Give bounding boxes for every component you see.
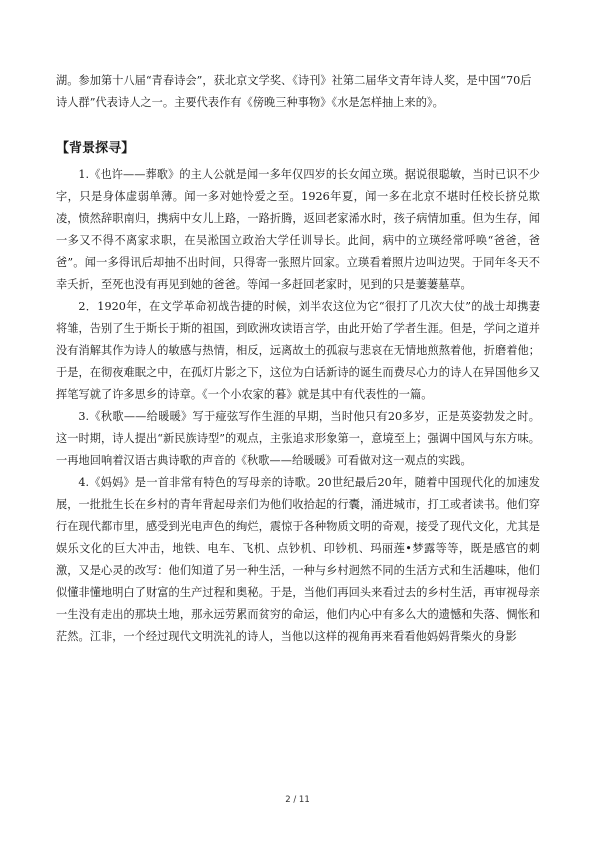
author-intro <box>56 70 540 114</box>
intro-paragraph: 湖。参加第十八届“青春诗会”，获北京文学奖、《诗刊》社第二届华文青年诗人奖，是中国“70后诗人群”代表诗人之一。主要代表作有《傍晚三种事物》《水是怎样抽上来的》。 <box>56 74 532 109</box>
page-number: 2 / 11 <box>285 795 310 805</box>
page-content <box>56 70 540 648</box>
background-paragraph-4: 4.《妈妈》是一首非常有特色的写母亲的诗歌。20世纪最后20年，随着中国现代化的加速发展，一批批生长在乡村的青年背起母亲们为他们收拾起的行囊，涌进城市，打工或者读书。他们穿行在现代都市里，感受到光电声色的绚烂，震惊于各种物质文明的奇观，接受了现代文化，尤其是娱乐文化的巨大冲击，地铁、电车、飞机、点钞机、印钞机、玛丽莲•梦露等等，既是感官的刺激，又是心灵的改写：他们知道了另一种生活，一种与乡村迥然不同的生活方式和生活趣味，他们似懂非懂地明白了财富的生产过程和奥秘。于是，当他们再回头来看过去的乡村生活，再审视母亲一生没有走出的那块土地，那永远劳累而贫穷的命运，他们内心中有多么大的遗憾和失落、惆怅和茫然。江非，一个经过现代文明洗礼的诗人，当他以这样的视角再来看看他妈妈背柴火的身影 <box>56 476 540 643</box>
background-paragraph-1: 1.《也许——葬歌》的主人公就是闻一多年仅四岁的长女闻立瑛。据说很聪敏，当时已识不少字，只是身体虚弱单薄。闻一多对她怜爱之至。1926年夏，闻一多在北京不堪时任校长挤兑欺凌，愤然辞职南归，携病中女儿上路，一路折腾，返回老家浠水时，孩子病情加重。但为生存，闻一多又不得不离家求职，在吴淞国立政治大学任训导长。此间，病中的立瑛经常呼唤“爸爸，爸爸”。闻一多得讯后却抽不出时间，只得寄一张照片回家。立瑛看着照片边叫边哭。于同年冬天不幸夭折，至死也没有再见到她的爸爸。等闻一多赶回老家时，见到的只是萋萋墓草。 <box>56 168 540 291</box>
section-heading: 【背景探寻】 <box>56 141 135 156</box>
background-paragraph-2: 2．1920年，在文学革命初战告捷的时候，刘半农这位为它“很打了几次大仗”的战士却携妻将雏，告别了生于斯长于斯的祖国，到欧洲攻读语言学，由此开始了学者生涯。但是，学问之道并没有消解其作为诗人的敏感与热情，相反，远离故土的孤寂与悲哀在无情地煎熬着他，折磨着他；于是，在彻夜难眠之中，在孤灯片影之下，这位为白话新诗的诞生而费尽心力的诗人在异国他乡又挥笔写就了许多思乡的诗章。《一个小农家的暮》就是其中有代表性的一篇。 <box>56 300 540 401</box>
background-paragraph-3: 3.《秋歌——给暖暖》写于痖弦写作生涯的早期，当时他只有20多岁，正是英姿勃发之时。这一时期，诗人提出“新民族诗型”的观点，主张追求形象第一，意境至上；强调中国风与东方味。一再地回响着汉语古典诗歌的声音的《秋歌——给暖暖》可看做对这一观点的实践。 <box>56 410 540 467</box>
